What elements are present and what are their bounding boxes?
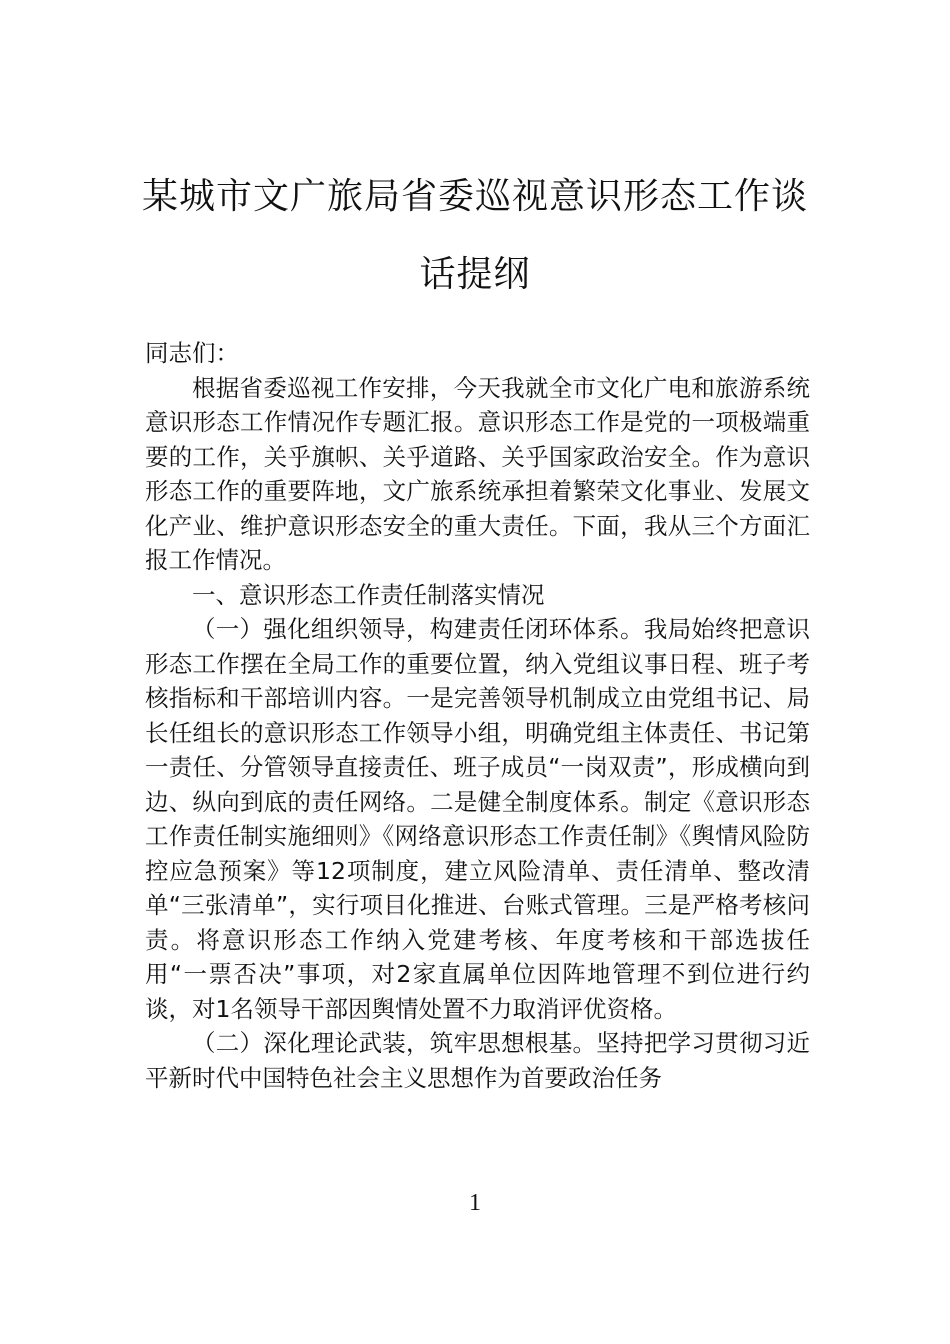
intro-paragraph: 根据省委巡视工作安排，今天我就全市文化广电和旅游系统意识形态工作情况作专题汇报。意识形态工作是党的一项极端重要的工作，关乎旗帜、关乎道路、关乎国家政治安全。作为意识形态工作的重要阵地，文广旅系统承担着繁荣文化事业、发展文化产业、维护意识形态安全的重大责任。下面，我从三个方面汇报工作情况。 [145,373,810,574]
salutation: 同志们： [145,339,239,367]
title-line-2: 话提纲 [419,254,531,295]
title-line-1: 某城市文广旅局省委巡视意识形态工作谈 [141,176,808,217]
body-paragraph: （二）深化理论武装，筑牢思想根基。坚持把学习贯彻习近平新时代中国特色社会主义思想作为首要政治任务 [145,1029,810,1092]
body-paragraph: （一）强化组织领导，构建责任闭环体系。我局始终把意识形态工作摆在全局工作的重要位置，纳入党组议事日程、班子考核指标和干部培训内容。一是完善领导机制成立由党组书记、局长任组长的意识形态工作领导小组，明确党组主体责任、书记第一责任、分管领导直接责任、班子成员“一岗双责”，形成横向到边、纵向到底的责任网络。二是健全制度体系。制定《意识形态工作责任制实施细则》《网络意识形态工作责任制》《舆情风险防控应急预案》等12项制度，建立风险清单、责任清单、整改清单“三张清单”，实行项目化推进、台账式管理。三是严格考核问责。将意识形态工作纳入党建考核、年度考核和干部选拔任用“一票否决”事项，对2家直属单位因阵地管理不到位进行约谈，对1名领导干部因舆情处置不力取消评优资格。 [145,615,810,1023]
document-body [145,336,810,1095]
document-title [140,158,810,314]
section-heading-1: 一、意识形态工作责任制落实情况 [192,580,545,609]
page-number: 1 [469,1190,481,1216]
